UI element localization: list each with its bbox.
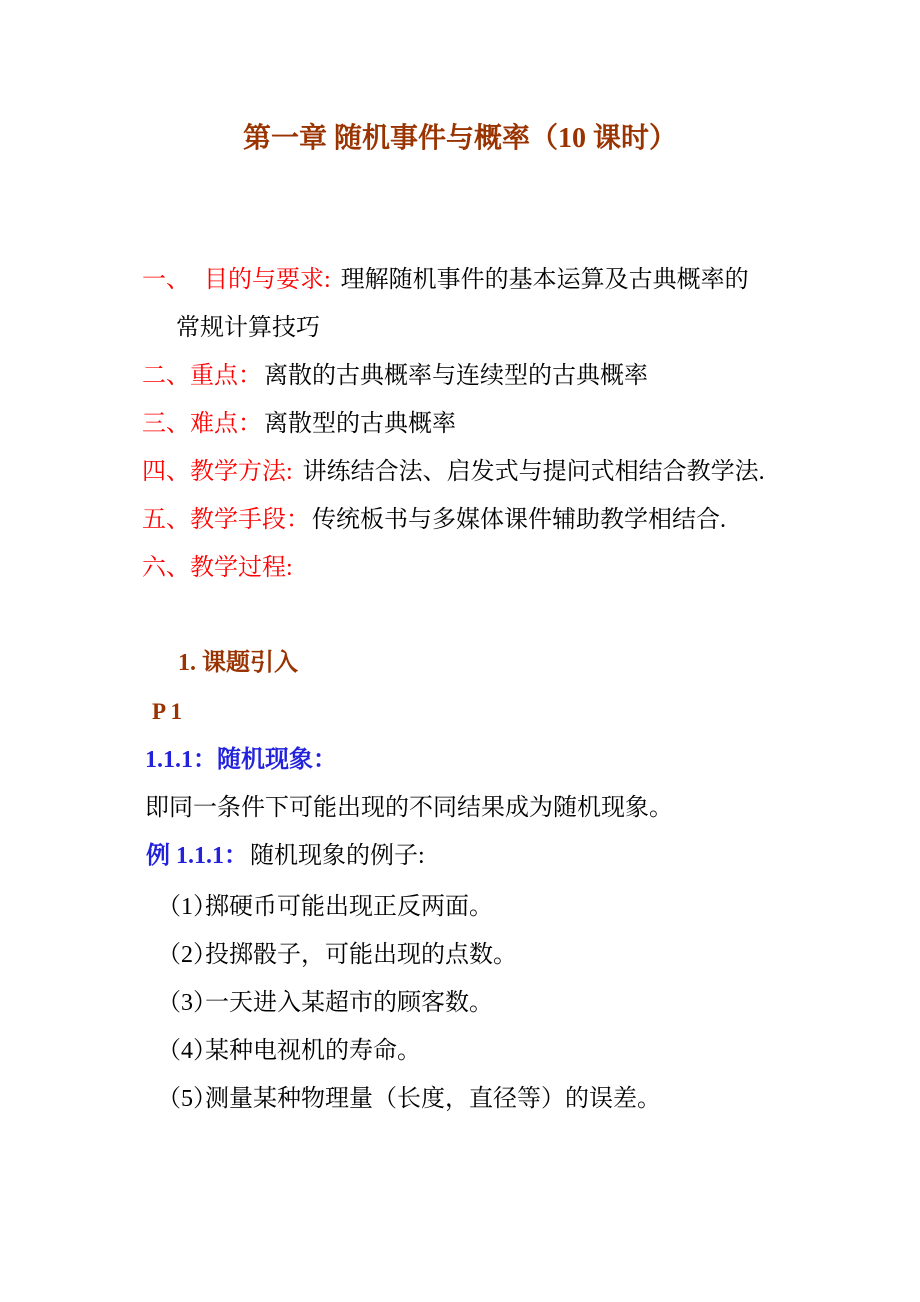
- outline-item-5-label: 五、教学手段：: [142, 507, 310, 533]
- list-item-5-text: 测量某种物理量（长度，直径等）的误差。: [205, 1086, 661, 1112]
- outline-item-4-label: 四、教学方法:: [142, 459, 293, 485]
- list-item-5: [157, 1082, 661, 1116]
- outline-item-6-label: 六、教学过程:: [142, 555, 293, 581]
- list-item-2-number: （2）: [157, 942, 217, 968]
- outline-item-2: [142, 359, 648, 393]
- section-heading-text: 1. 课题引入: [178, 650, 298, 676]
- outline-item-3-text: 离散型的古典概率: [264, 411, 456, 437]
- list-item-1-number: （1）: [157, 894, 217, 920]
- outline-item-2-label: 二、重点：: [142, 363, 262, 389]
- list-item-3-number: （3）: [157, 990, 217, 1016]
- outline-item-1-continuation-text: 常规计算技巧: [176, 315, 320, 341]
- list-item-5-number: （5）: [157, 1086, 217, 1112]
- page-reference: [152, 695, 182, 729]
- list-item-4: [157, 1034, 421, 1068]
- example-text: 随机现象的例子:: [250, 843, 425, 869]
- list-item-4-number: （4）: [157, 1038, 217, 1064]
- outline-item-3-label: 三、难点：: [142, 411, 262, 437]
- example-label: 例 1.1.1：: [146, 843, 248, 869]
- outline-item-2-text: 离散的古典概率与连续型的古典概率: [264, 363, 648, 389]
- outline-item-3: [142, 407, 456, 441]
- outline-item-1-label: 目的与要求:: [204, 267, 331, 293]
- outline-item-4: [142, 455, 765, 489]
- outline-item-5-text: 传统板书与多媒体课件辅助教学相结合.: [312, 507, 726, 533]
- outline-item-6: [142, 551, 293, 585]
- definition-line: [145, 791, 673, 825]
- list-item-2: [157, 938, 517, 972]
- page-title: 第一章 随机事件与概率（10 课时）: [242, 123, 677, 154]
- list-item-1-text: 掷硬币可能出现正反两面。: [205, 894, 493, 920]
- example-heading: [146, 839, 425, 873]
- section-heading: [178, 646, 298, 680]
- outline-item-5: [142, 503, 726, 537]
- definition-text: 即同一条件下可能出现的不同结果成为随机现象。: [145, 795, 673, 821]
- list-item-4-text: 某种电视机的寿命。: [205, 1038, 421, 1064]
- page-reference-text: P 1: [152, 699, 183, 724]
- outline-item-1-text: 理解随机事件的基本运算及古典概率的: [340, 267, 749, 293]
- subsection-heading-text: 1.1.1：随机现象：: [145, 747, 337, 773]
- list-item-3: [157, 986, 493, 1020]
- list-item-2-text: 投掷骰子，可能出现的点数。: [205, 942, 517, 968]
- subsection-heading: [145, 743, 337, 777]
- list-item-1: [157, 890, 493, 924]
- outline-item-1: [142, 263, 749, 297]
- outline-item-1-number: 一、: [142, 267, 190, 293]
- list-item-3-text: 一天进入某超市的顾客数。: [205, 990, 493, 1016]
- outline-item-1-continuation: [176, 311, 320, 345]
- outline-item-4-text: 讲练结合法、启发式与提问式相结合教学法.: [302, 459, 765, 485]
